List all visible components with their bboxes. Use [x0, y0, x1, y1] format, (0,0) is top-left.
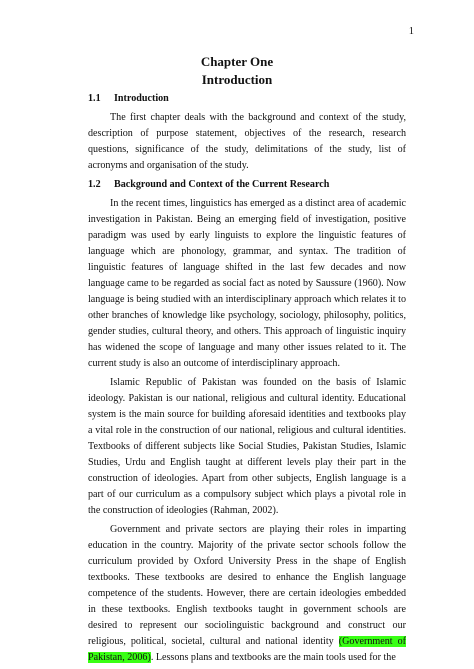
- section-heading-1-1: [88, 91, 406, 107]
- chapter-title: Chapter One: [200, 54, 274, 69]
- paragraph: In the recent times, linguistics has emerged as a distinct area of academic investigation in Pakistan. Being an emerging field of investigation, positive paradigm was used by early linguists to explore the linguistic features of language which are phonology, grammar, and syntax. The tradition of linguistic features of language shifted in the last few decades and now language came to be regarded as social fact as noted by Saussure (1960). Now language is being studied with an interdisciplinary approach which relates it to other branches of knowledge like psychology, sociology, philosophy, politics, gender studies, cultural theory, and others. This approach of linguistic inquiry has widened the scope of language and many other issues related to it. The current study is also an outcome of interdisciplinary approach.: [88, 198, 406, 369]
- section-number: 1.2: [88, 179, 101, 190]
- document-body: [88, 91, 406, 669]
- paragraph: The first chapter deals with the background and context of the study, description of purpose statement, objectives of the research, research questions, significance of the study, delimitations of the study, list of acronyms and organisation of the study.: [88, 112, 406, 171]
- section-heading-1-2: [88, 177, 406, 193]
- paragraph-text: . Lessons plans and textbooks are the main tools used for the: [150, 652, 396, 663]
- paragraph: Islamic Republic of Pakistan was founded on the basis of Islamic ideology. Pakistan is our national, religious and cultural identity. Educational system is the main source for building aforesaid identities and textbooks play a vital role in the construction of our national, religious and cultural identities. Textbooks of different subjects like Social Studies, Pakistan Studies, Islamic Studies, Urdu and English taught at different levels play their part in the construction of ideologies. Apart from other subjects, English language is a part of our curriculum as a compulsory subject which plays a pivotal role in the construction of ideologies (Rahman, 2002).: [88, 377, 406, 516]
- section-number: 1.1: [88, 93, 101, 104]
- section-title: Background and Context of the Current Research: [114, 179, 330, 190]
- page-number: 1: [408, 26, 414, 37]
- paragraph: [88, 522, 406, 666]
- section-title: Introduction: [114, 93, 169, 104]
- paragraph-text: Government and private sectors are playing their roles in imparting education in the country. Majority of the private sector schools follow the curriculum provided by Oxford University Press in the shape of English textbooks. These textbooks are desired to enhance the English language competence of the students. However, there are certain ideologies embedded in these textbooks. English textbooks taught in government schools are desired to represent our sociolinguistic background and construct our religious, political, societal, cultural and national identity: [88, 524, 406, 647]
- chapter-subtitle: Introduction: [201, 72, 273, 87]
- highlighted-citation: (Government of Pakistan, 2006): [88, 636, 407, 663]
